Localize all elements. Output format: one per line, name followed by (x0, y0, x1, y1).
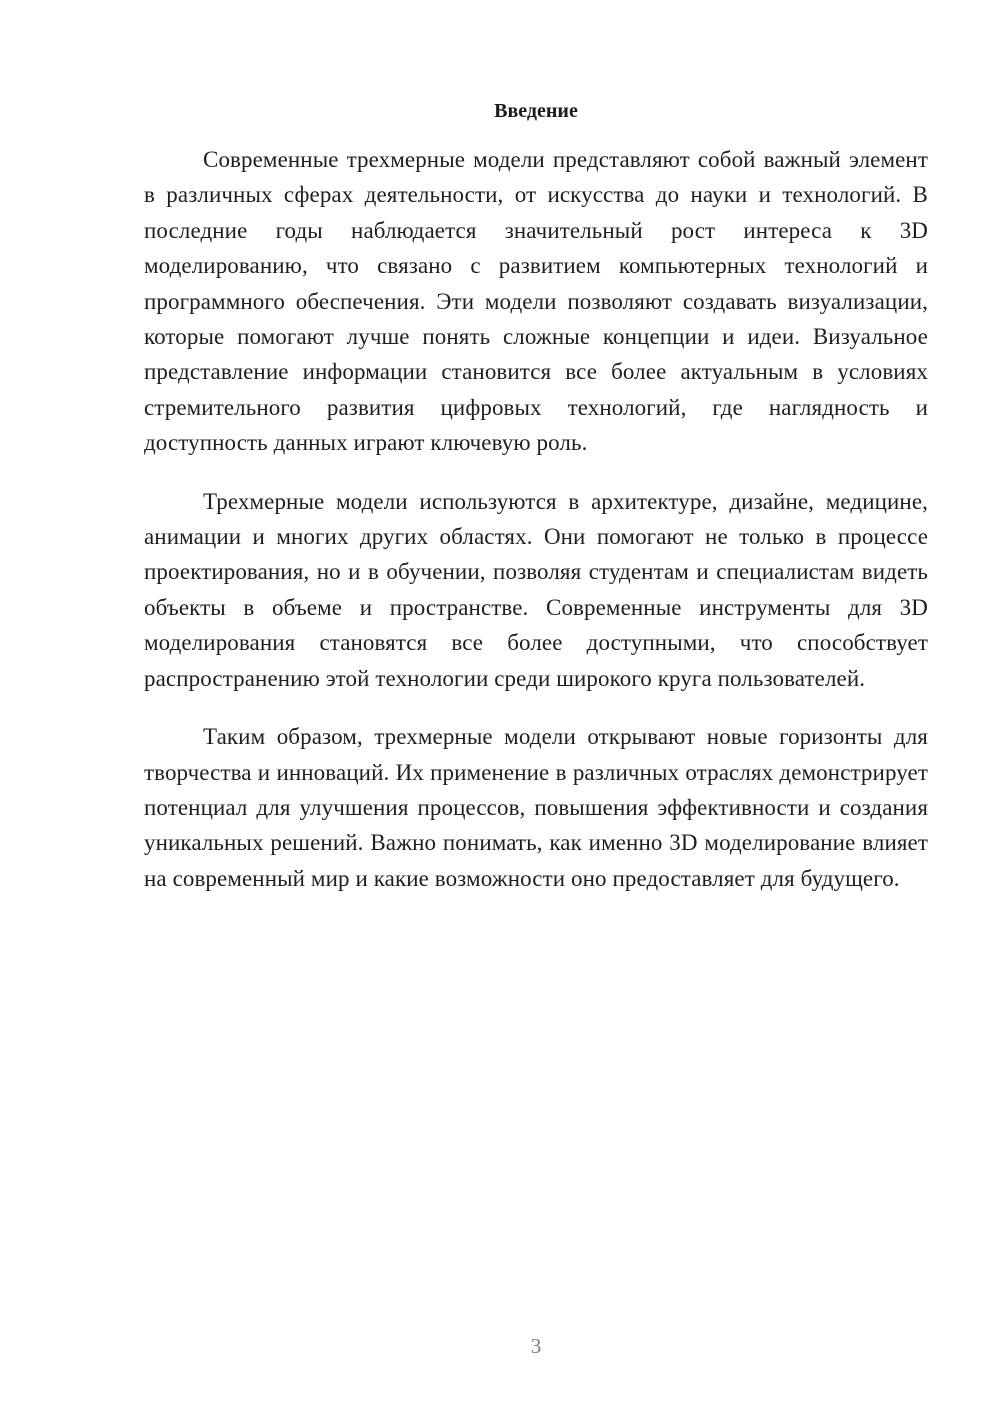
paragraph-1: Современные трехмерные модели представляют собой важный элемент в различных сферах деятельности, от искусства до науки и технологий. В последние годы наблюдается значительный рост интереса к 3D моделированию, что связано с развитием компьютерных технологий и программного обеспечения. Эти модели позволяют создавать визуализации, которые помогают лучше понять сложные концепции и идеи. Визуальное представление информации становится все более актуальным в условиях стремительного развития цифровых технологий, где наглядность и доступность данных играют ключевую роль. (144, 147, 928, 456)
body-text (144, 142, 928, 919)
page-number: 3 (530, 1334, 542, 1358)
paragraph-3: Таким образом, трехмерные модели открывают новые горизонты для творчества и инноваций. Их применение в различных отраслях демонстрирует потенциал для улучшения процессов, повышения эффективности и создания уникальных решений. Важно понимать, как именно 3D моделирование влияет на современный мир и какие возможности оно предоставляет для будущего. (144, 724, 928, 891)
paragraph-2: Трехмерные модели используются в архитектуре, дизайне, медицине, анимации и многих других областях. Они помогают не только в процессе проектирования, но и в обучении, позволяя студентам и специалистам видеть объекты в объеме и пространстве. Современные инструменты для 3D моделирования становятся все более доступными, что способствует распространению этой технологии среди широкого круга пользователей. (144, 488, 928, 691)
section-heading: Введение (494, 100, 578, 122)
